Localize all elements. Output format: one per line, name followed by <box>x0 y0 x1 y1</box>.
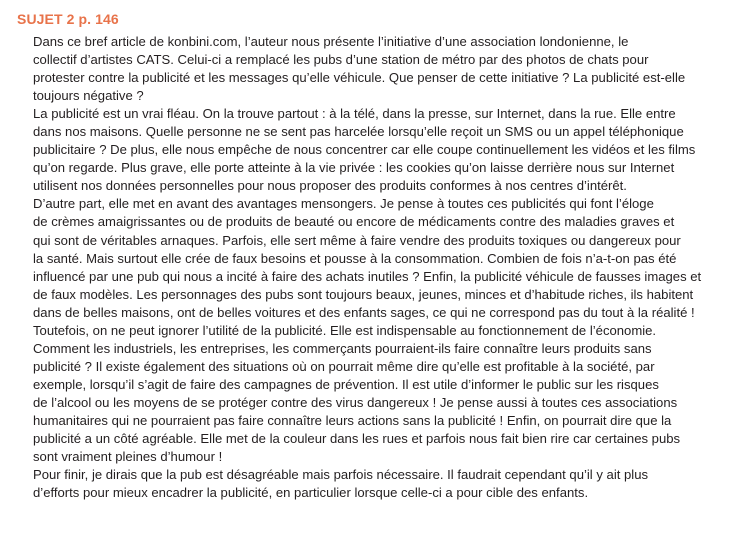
text-line: toujours négative ? <box>33 88 144 104</box>
text-line: utilisent nos données personnelles pour nous proposer des produits conformes à nos centres d’intérêt. <box>33 178 627 194</box>
text-line: La publicité est un vrai fléau. On la trouve partout : à la télé, dans la presse, sur Internet, dans la rue. Elle entre <box>33 106 676 122</box>
text-line: exemple, lorsqu’il s’agit de faire des campagnes de prévention. Il est utile d’informer le public sur les risques <box>33 376 659 392</box>
text-line: humanitaires qui ne pourraient pas faire connaître leurs actions sans la publicité ! Enfin, on pourrait dire que la <box>33 412 672 428</box>
text-line: influencé par une pub qui nous a incité à faire des achats inutiles ? Enfin, la publicité véhicule de fausses images et <box>33 268 702 284</box>
paragraph-mensonges <box>17 195 736 321</box>
paragraph-introduction <box>17 33 736 105</box>
text-line: publicité ? Il existe également des situations où on pourrait même dire qu’elle est profitable à la société, par <box>33 358 655 374</box>
subject-heading: SUJET 2 p. 146 <box>17 11 119 27</box>
paragraph-fleau <box>17 105 736 195</box>
text-line: la santé. Mais surtout elle crée de faux besoins et pousse à la consommation. Combien de fois n’a-t-on pas été <box>33 250 677 266</box>
text-line: publicitaire ? De plus, elle nous empêche de nous concentrer car elle coupe continuellement les vidéos et les films <box>33 142 696 158</box>
text-line: d’efforts pour mieux encadrer la publicité, en particulier lorsque celle-ci a pour cible des enfants. <box>33 485 589 501</box>
text-line: de l’alcool ou les moyens de se protéger contre des virus dangereux ! Je pense aussi à toutes ces associations <box>33 394 678 410</box>
text-line: de crèmes amaigrissantes ou de produits de beauté ou encore de médicaments contre des maladies graves et <box>33 214 675 230</box>
text-line: sont vraiment pleines d’humour ! <box>33 449 223 465</box>
text-line: qu’on regarde. Plus grave, elle porte atteinte à la vie privée : les cookies qu’on laisse derrière nous sur Internet <box>33 160 675 176</box>
text-line: publicité a un côté agréable. Elle met de la couleur dans les rues et parfois nous fait bien rire car certaines pubs <box>33 431 681 447</box>
text-line: qui sont de véritables arnaques. Parfois, elle sert même à faire vendre des produits toxiques ou dangereux pour <box>33 232 681 248</box>
text-line: dans nos maisons. Quelle personne ne se sent pas harcelée lorsqu’elle reçoit un SMS ou un appel téléphonique <box>33 124 684 140</box>
paragraph-utilite <box>17 322 736 466</box>
essay-body <box>17 33 736 502</box>
text-line: collectif d’artistes CATS. Celui-ci a remplacé les pubs d’une station de métro par des photos de chats pour <box>33 52 649 68</box>
text-line: Comment les industriels, les entreprises, les commerçants pourraient-ils faire connaître leurs produits sans <box>33 340 652 356</box>
text-line: dans de belles maisons, ont de belles voitures et des enfants sages, ce qui ne correspond pas du tout à la réalité ! <box>33 304 695 320</box>
text-line: Dans ce bref article de konbini.com, l’auteur nous présente l’initiative d’une association londonienne, le <box>33 34 629 49</box>
text-line: Pour finir, je dirais que la pub est désagréable mais parfois nécessaire. Il faudrait cependant qu’il y ait plus <box>33 467 649 483</box>
text-line: de faux modèles. Les personnages des pubs sont toujours beaux, jeunes, minces et d’habitude riches, ils habitent <box>33 286 694 302</box>
text-line: Toutefois, on ne peut ignorer l’utilité de la publicité. Elle est indispensable au fonctionnement de l’économie. <box>33 322 657 338</box>
paragraph-conclusion <box>17 466 736 502</box>
text-line: D’autre part, elle met en avant des avantages mensongers. Je pense à toutes ces publicités qui font l’éloge <box>33 196 654 212</box>
text-line: protester contre la publicité et les messages qu’elle véhicule. Que penser de cette initiative ? La publicité est-elle <box>33 70 686 86</box>
